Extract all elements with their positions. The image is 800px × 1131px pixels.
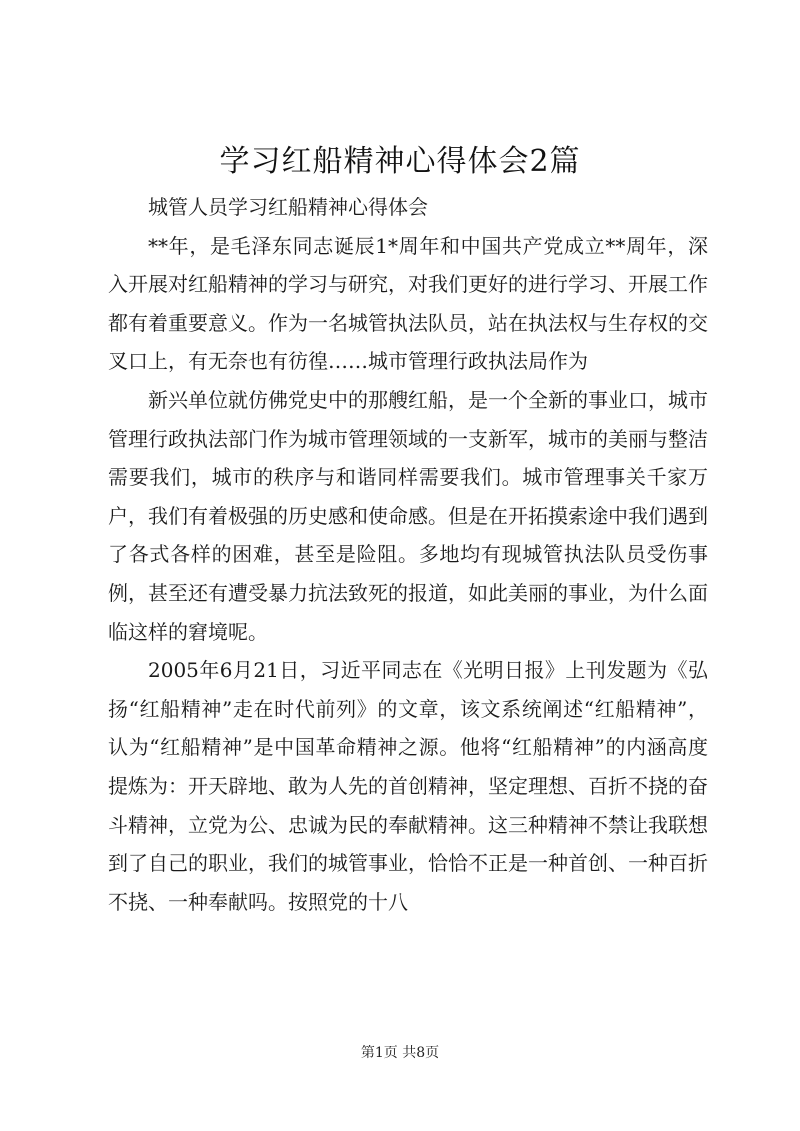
document-title: 学习红船精神心得体会2篇 <box>219 144 581 179</box>
paragraph-3: 2005年6月21日，习近平同志在《光明日报》上刊发题为《弘扬“红船精神”走在时代前列》的文章，该文系统阐述“红船精神”，认为“红船精神”是中国革命精神之源。他将“红船精神”的内涵高度提炼为：开天辟地、敢为人先的首创精神，坚定理想、百折不挠的奋斗精神，立党为公、忠诚为民的奉献精神。这三种精神不禁让我联想到了自己的职业，我们的城管事业，恰恰不正是一种首创、一种百折不挠、一种奉献吗。按照党的十八 <box>108 658 708 914</box>
paragraph-1: **年，是毛泽东同志诞辰1*周年和中国共产党成立**周年，深入开展对红船精神的学习与研究，对我们更好的进行学习、开展工作都有着重要意义。作为一名城管执法队员，站在执法权与生存权的交叉口上，有无奈也有彷徨……城市管理行政执法局作为 <box>108 233 708 374</box>
document-body <box>108 188 708 921</box>
paragraph-2: 新兴单位就仿佛党史中的那艘红船，是一个全新的事业口，城市管理行政执法部门作为城市管理领域的一支新军，城市的美丽与整洁需要我们，城市的秩序与和谐同样需要我们。城市管理事关千家万户，我们有着极强的历史感和使命感。但是在开拓摸索途中我们遇到了各式各样的困难，甚至是险阻。多地均有现城管执法队员受伤事例，甚至还有遭受暴力抗法致死的报道，如此美丽的事业，为什么面临这样的窘境呢。 <box>108 387 708 644</box>
paragraph-subtitle: 城管人员学习红船精神心得体会 <box>148 195 428 219</box>
page-footer <box>0 1043 800 1063</box>
page-number-indicator: 第1页 共8页 <box>360 1045 440 1061</box>
